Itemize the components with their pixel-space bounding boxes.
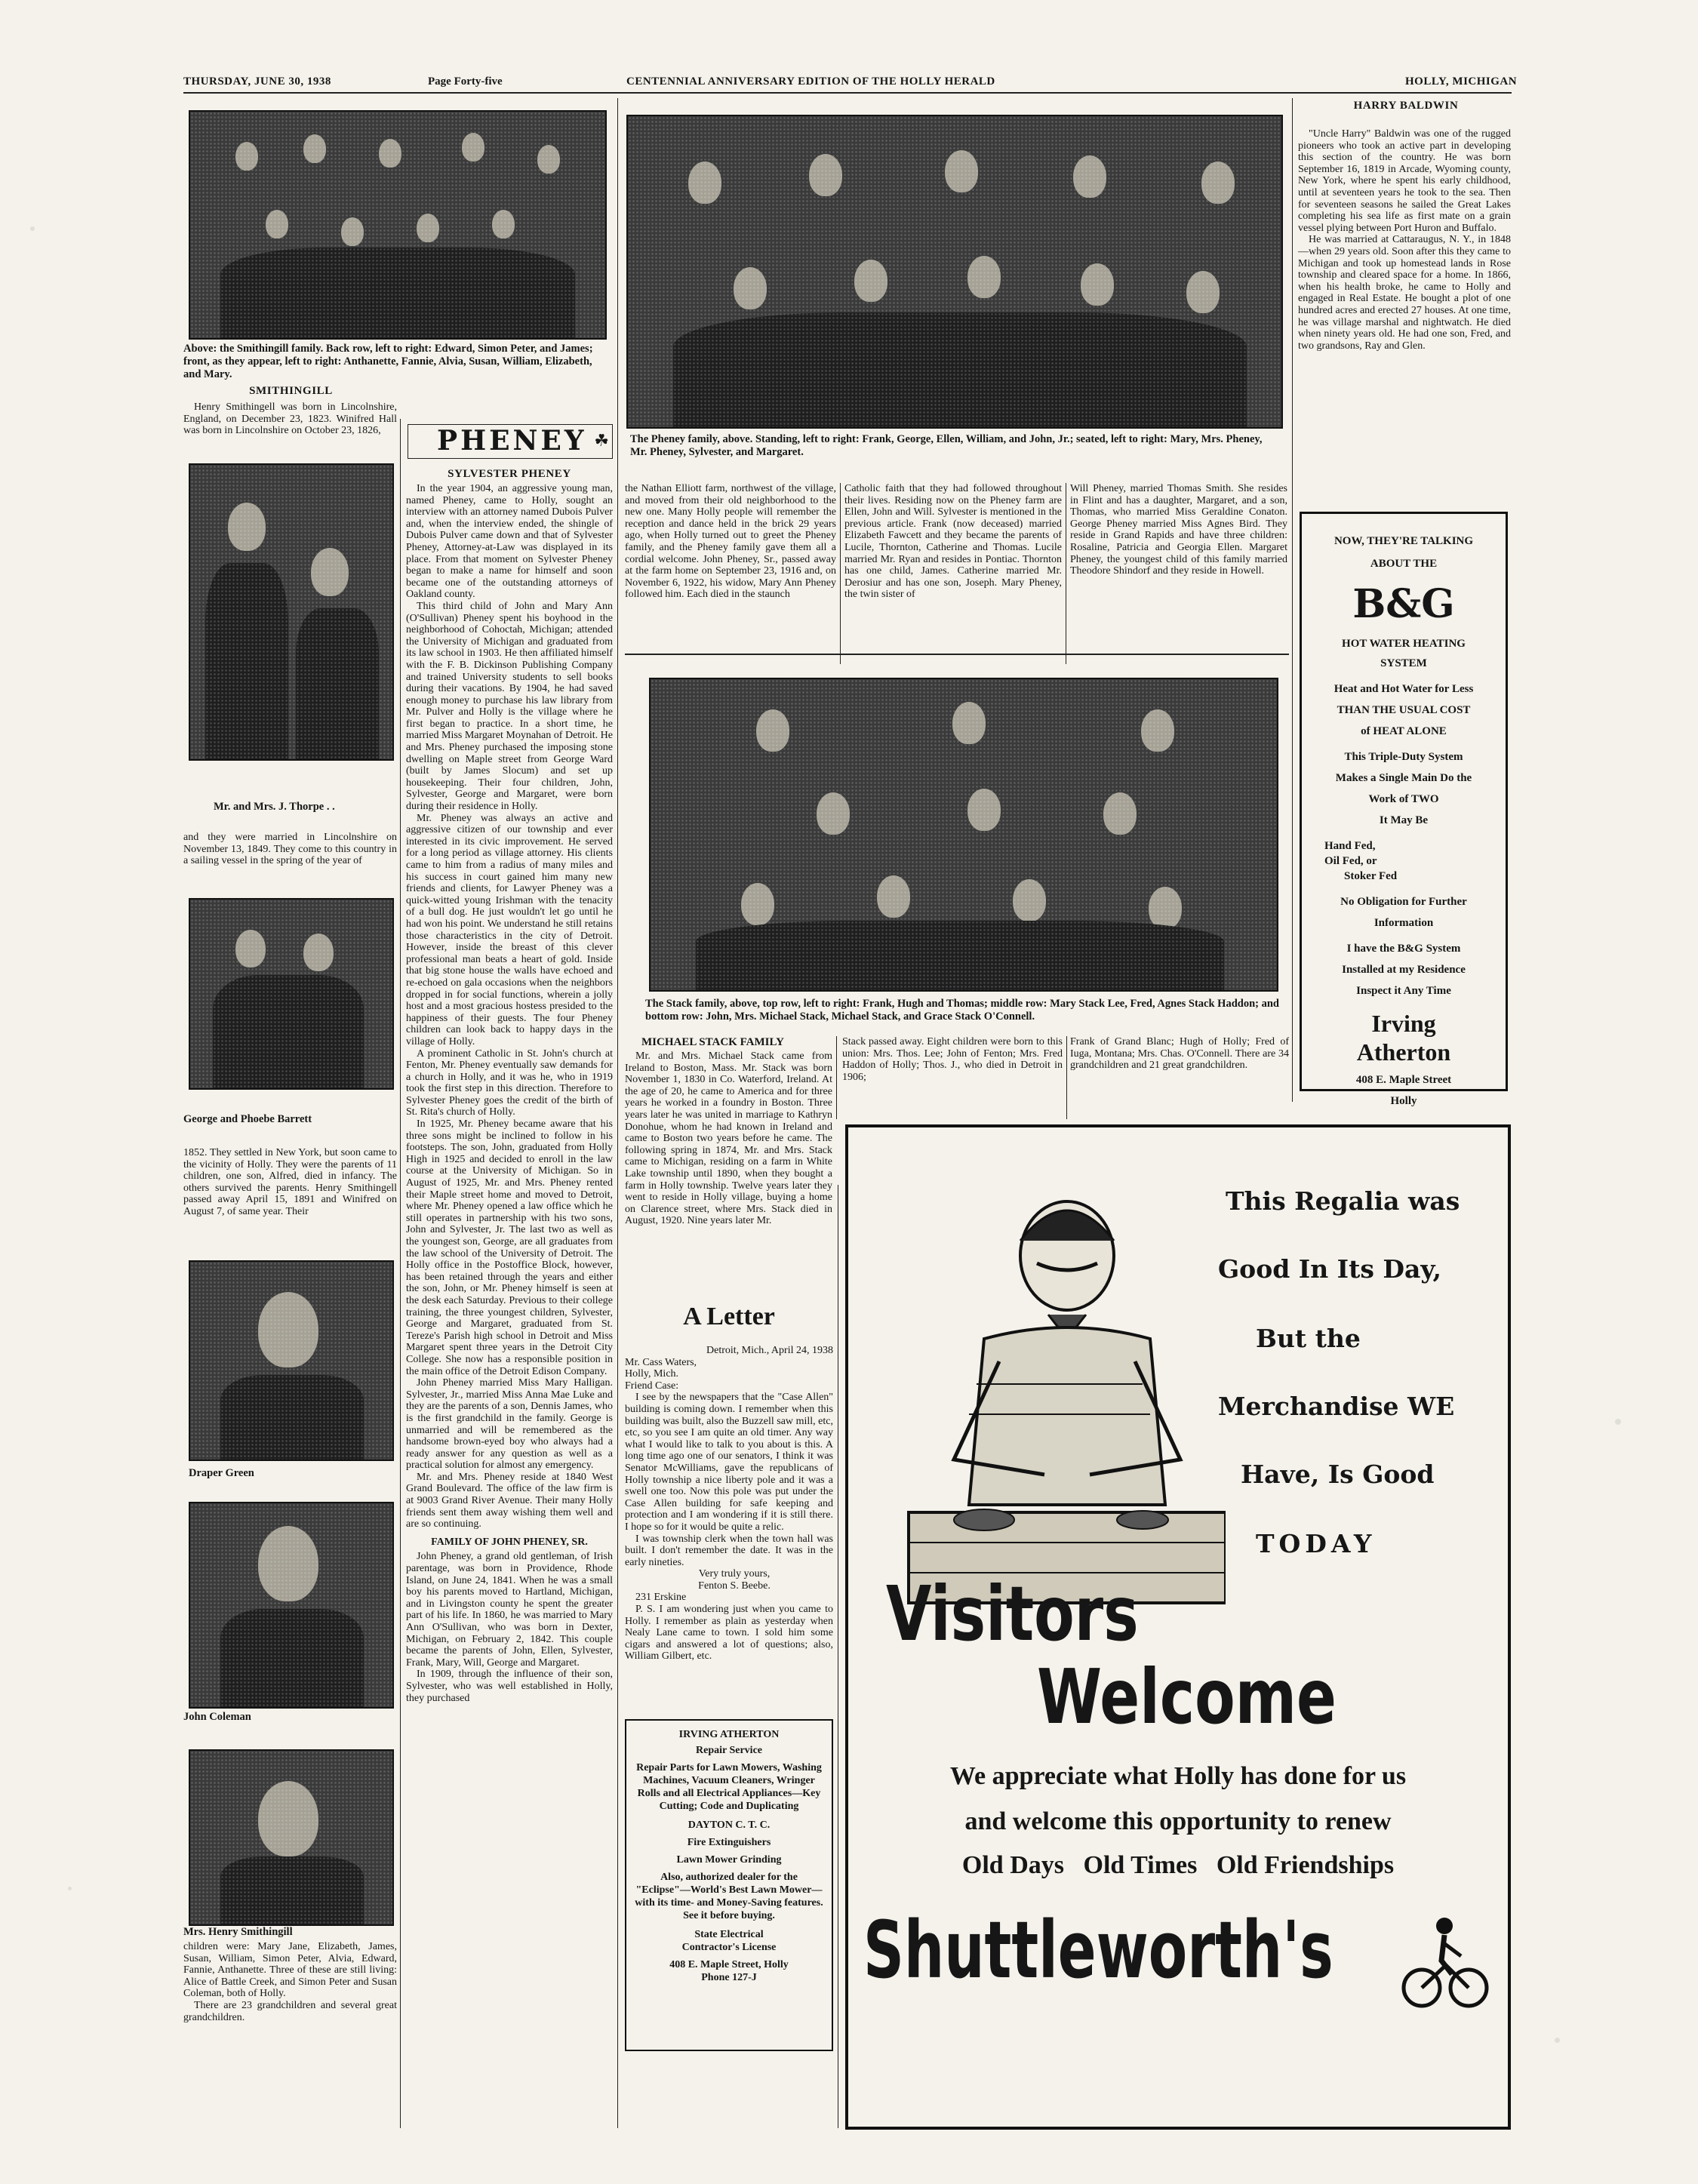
pheney-family-col-3: Catholic faith that they had followed throughout their lives. Residing now on the Pheney farm are Ellen, John and Will. Sylvester is mentioned in the previous article. Frank (now deceased) married Elizabeth Fawcett and they became the parents of Lucile, Thornton, Catherine and Thomas. Lucile married Mr. Ryan and resides in Pontiac. Thornton has one child, James. Catherine married Mr. Derosiur and has one son, Joseph. Mary Pheney, the twin sister of: [844, 483, 1062, 601]
smithingill-heading: SMITHINGILL: [249, 385, 333, 397]
irving-atherton-service-ad: [625, 1719, 833, 2051]
draper-green-photo: [189, 1260, 394, 1461]
clover-icon: ☘: [594, 431, 609, 450]
bg-ad-line-18: Installed at my Residence: [1342, 964, 1466, 976]
section-rule: [625, 654, 1289, 655]
service-ad-license-1: State Electrical: [694, 1929, 764, 1940]
service-ad-fire: Fire Extinguishers: [687, 1837, 771, 1848]
pheney-family-col-4: Will Pheney, married Thomas Smith. She resides in Flint and has a daughter, Margaret, and a son, Thomas, who married Miss Geraldine Conaton. George Pheney married Miss Agnes Bird. They reside in Grand Rapids and have three children: Rosaline, Patricia and Georgia Ellen. Margaret Pheney, the youngest child of this family married Theodore Shindorf and they reside in Howell.: [1070, 483, 1287, 577]
smithingill-text-4: children were: Mary Jane, Elizabeth, James, Susan, William, Simon Peter, Alvia, Edward, Fannie, Anthanette. Three of these are still living: Alice of Battle Creek, and Simon Peter and Susan Coleman, both of Holly. There are 23 grandchildren and several great grandchildren.: [183, 1941, 397, 2023]
regalia-line-3: But the: [1256, 1324, 1361, 1353]
old-days-line: Old Days Old Times Old Friendships: [961, 1851, 1395, 1879]
service-ad-address: 408 E. Maple Street, Holly: [669, 1959, 789, 1970]
smithingill-photo-caption: Above: the Smithingill family. Back row, left to right: Edward, Simon Peter, and James; front, as they appear, left to right: Anthanette, Fannie, Alvia, Susan, William, Elizabeth, and Mary.: [183, 343, 593, 380]
stack-col-3: Frank of Grand Blanc; Hugh of Holly; Fred of Iuga, Montana; Mrs. Chas. O'Connell. There are 34 grandchildren and 21 great grandchildren.: [1070, 1036, 1289, 1072]
service-ad-license-2: Contractor's License: [681, 1942, 777, 1953]
column-divider: [840, 483, 841, 664]
regalia-line-4: Merchandise WE: [1218, 1392, 1455, 1421]
barrett-caption: George and Phoebe Barrett: [183, 1113, 312, 1125]
column-divider: [1292, 98, 1293, 1102]
service-ad-text-2: Also, authorized dealer for the "Eclipse"—World's Best Lawn Mower—with its time- and Money-Saving features. See it before buying.: [635, 1872, 823, 1921]
baldwin-text: "Uncle Harry" Baldwin was one of the rugged pioneers who took an active part in developing this section of the country. He was born September 16, 1819 in Arcade, Wyoming county, New York, where he spent his early childhood, until at seventeen years he took to the sea. Then for seventeen seasons he sailed the Great Lakes completing his sea life as first mate on a grain vessel plying between Port Huron and Buffalo. He was married at Cattaraugus, N. Y., in 1848—when 29 years old. Soon after this they came to Michigan and took up homestead lands in Rose township and cleared space for a home. In 1866, when his health broke, he came to Holly and engaged in Real Estate. He bought a plot of one hundred acres and erected 27 houses. At one time, he was village marshal and nightwatch. He died when ninety years old. He had one son, Fred, and two grandsons, Ray and Glen.: [1298, 128, 1511, 352]
bg-ad-address: 408 E. Maple Street: [1355, 1074, 1452, 1086]
bg-heating-ad: [1300, 512, 1508, 1107]
bg-ad-line-10: Work of TWO: [1368, 793, 1439, 805]
smithingill-text-1: Henry Smithingell was born in Lincolnshire, England, on December 23, 1823. Winifred Hall was born in Lincolnshire on October 23, 1826,: [183, 401, 397, 437]
appreciate-line: We appreciate what Holly has done for us: [949, 1762, 1407, 1790]
bg-ad-line-11: It May Be: [1379, 814, 1429, 826]
bg-ad-line-15: No Obligation for Further: [1340, 896, 1467, 908]
column-divider: [836, 1036, 837, 1119]
smithingill-text-3: 1852. They settled in New York, but soon came to the vicinity of Holly. They were the parents of 11 children, one son, Alfred, died in infancy. The others survived the parents. Henry Smithingell passed away April 15, 1891 and Winifred on August 7, of same year. Their: [183, 1147, 397, 1217]
column-divider: [1066, 1036, 1067, 1119]
bg-ad-line-7: of HEAT ALONE: [1361, 725, 1447, 737]
smithingill-family-photo: [189, 110, 607, 340]
john-coleman-photo: [189, 1502, 394, 1709]
visitors-text: Visitors: [886, 1570, 1139, 1658]
stack-col-2: Stack passed away. Eight children were born to this union: Mrs. Thos. Lee; John of Fenton; Mrs. Fred Haddon of Holly; Thos. J., who died in Detroit in 1906;: [842, 1036, 1063, 1083]
column-divider: [617, 98, 618, 2128]
service-ad-dayton: DAYTON C. T. C.: [688, 1819, 771, 1831]
header-date: THURSDAY, JUNE 30, 1938: [183, 75, 331, 88]
shuttleworth-brand: Shuttleworth's: [863, 1904, 1333, 1996]
bg-ad-line-13: Oil Fed, or: [1324, 855, 1377, 867]
bg-ad-name-2: Atherton: [1356, 1038, 1451, 1066]
regalia-line-1: This Regalia was: [1226, 1186, 1460, 1216]
bg-ad-town: Holly: [1390, 1095, 1417, 1107]
bg-ad-line-6: THAN THE USUAL COST: [1337, 704, 1471, 716]
regalia-line-6: TODAY: [1256, 1529, 1377, 1558]
header-rule: [183, 92, 1512, 94]
stack-heading: MICHAEL STACK FAMILY: [641, 1036, 784, 1048]
smithingill-text-2: and they were married in Lincolnshire on November 13, 1849. They come to this country in a sailing vessel in the spring of the year of: [183, 832, 397, 867]
bg-ad-line-5: Heat and Hot Water for Less: [1333, 683, 1474, 695]
service-ad-phone: Phone 127-J: [701, 1972, 757, 1983]
bg-ad-name-1: Irving: [1371, 1010, 1436, 1037]
draper-green-caption: Draper Green: [189, 1467, 254, 1479]
pheney-masthead-box: [408, 424, 613, 459]
bg-ad-line-14: Stoker Fed: [1344, 870, 1398, 882]
sylvester-pheney-subhead: SYLVESTER PHENEY: [448, 468, 571, 480]
regalia-line-5: Have, Is Good: [1241, 1460, 1435, 1489]
bg-ad-line-2: ABOUT THE: [1370, 558, 1438, 570]
header-page: Page Forty-five: [428, 75, 503, 88]
pheney-masthead: PHENEY: [437, 425, 587, 457]
mrs-smithingill-caption: Mrs. Henry Smithingill: [183, 1926, 293, 1938]
baldwin-heading: HARRY BALDWIN: [1353, 100, 1459, 112]
pheney-family-photo: [626, 115, 1283, 429]
shuttleworth-ad: [845, 1124, 1511, 2130]
letter-text: Detroit, Mich., April 24, 1938 Mr. Cass Waters, Holly, Mich. Friend Case: I see by the newspapers that the "Case Allen" building is coming down. I remember when this building was built, also the Buzzell saw mill, etc, etc, so you see I am quite an old timer. Any way what I would like to talk to you about is this. A long time ago one of our senators, I think it was Senator McWilliams, gave the republicans of Holly township a nice liberty pole and it was a swell one too. Now this pole was put under the Case Allen building for safe keeping and protection and I am wondering if it is still there. I hope so for it would be quite a relic. I was township clerk when the town hall was built. I don't remember the date. It was in the early nineties. Very truly yours, Fenton S. Beebe. 231 Erskine P. S. I am wondering just when you came to Holly. I remember as plain as yesterday when Nealy Lane came to town. I sold him some cigars and answered a lot of questions; also, William Gilbert, etc.: [625, 1345, 833, 1663]
service-ad-name: IRVING ATHERTON: [678, 1729, 780, 1740]
bg-ad-line-9: Makes a Single Main Do the: [1335, 772, 1472, 784]
mrs-smithingill-photo: [189, 1749, 394, 1926]
bicycle-rider-icon: [1399, 1912, 1490, 2010]
header-place: HOLLY, MICHIGAN: [1405, 75, 1518, 88]
bg-ad-line-4: SYSTEM: [1380, 657, 1427, 669]
bg-ad-line-16: Information: [1373, 917, 1434, 929]
stack-photo-caption: The Stack family, above, top row, left to right: Frank, Hugh and Thomas; middle row: Mary Stack Lee, Fred, Agnes Stack Haddon; and bottom row: John, Mrs. Michael Stack, Michael Stack, and Grace Stack O'Connell.: [645, 998, 1279, 1023]
stack-col-1: Mr. and Mrs. Michael Stack came from Ireland to Boston, Mass. Mr. Stack was born November 1, 1830 in Co. Waterford, Ireland. At the age of 20, he came to America and for three years he worked in a foundry in Boston. Three years later he was united in marriage to Kathryn Donohue, whom he had known in Ireland and came to Boston two years before he came. The following spring in 1874, Mr. and Mrs. Stack came to Michigan, residing on a farm in White Lake township until 1890, when they bought a farm in Holly township. Twelve years later they went to reside in Holly village, buying a home on Clarence street, where Mrs. Stack died in August, 1920. Nine years later Mr.: [625, 1050, 832, 1227]
john-coleman-caption: John Coleman: [183, 1711, 251, 1723]
family-john-pheney-heading: FAMILY OF JOHN PHENEY, SR.: [431, 1536, 588, 1548]
bg-ad-line-12: Hand Fed,: [1324, 840, 1376, 852]
bg-logo: B&G: [1352, 581, 1455, 627]
barrett-photo: [189, 898, 394, 1090]
pheney-family-col-2: the Nathan Elliott farm, northwest of the village, and moved from their old neighborhood to the new one. Many Holly people will remember the reception and dance held in the brick 29 years ago, when Holly turned out to greet the Pheney family, and the Pheney family gave them all a cordial welcome. John Pheney, Sr., passed away at the farm home on September 23, 1916 and, on November 6, 1922, his widow, Mary Ann Pheney followed him. Each died in the staunch: [625, 483, 836, 601]
header-edition: CENTENNIAL ANNIVERSARY EDITION OF THE HOLLY HERALD: [626, 75, 995, 88]
bg-ad-line-19: Inspect it Any Time: [1356, 985, 1451, 997]
welcome-text: Welcome: [1037, 1653, 1337, 1741]
column-divider: [400, 419, 401, 2128]
bg-ad-line-8: This Triple-Duty System: [1344, 751, 1463, 763]
thorpe-caption: Mr. and Mrs. J. Thorpe . .: [214, 801, 335, 813]
pheney-photo-caption: The Pheney family, above. Standing, left to right: Frank, George, Ellen, William, and John, Jr.; seated, left to right: Mary, Mrs. Pheney, Mr. Pheney, Sylvester, and Margaret.: [630, 433, 1263, 458]
sylvester-pheney-text: In the year 1904, an aggressive young man, named Pheney, came to Holly, sought an interview with an attorney named Dubois Pulver and, when the interview ended, the shingle of Dubois Pulver came down and that of Sylvester Pheney, Attorney-at-Law was displayed in its place. From that moment on Sylvester Pheney began to make a name for himself and soon became one of the outstanding attorneys of Oakland county. This third child of John and Mary Ann (O'Sullivan) Pheney spent his boyhood in the neighborhood of Cohoctah, Michigan; attended the University of Michigan and graduated from its law school in 1903. He then affiliated himself with the F. B. Dickinson Publishing Company and trained University students to sell books during their vacations. By 1904, he had saved enough money to purchase his law library from Mr. Pulver and Holly is the village where he first began to practice. In a short time, he married Miss Margaret Moynahan of Detroit. He and Mrs. Pheney purchased the imposing stone dwelling on Maple street from George Ward (built by James Slocum) and set up housekeeping. Their four children, John, Sylvester, George and Margaret, were born during their residence in Holly. Mr. Pheney was always an active and aggressive citizen of our township and ever interested in its civic improvement. He served for a long period as village attorney. His clients came to him from a radius of many miles and his success in court gained him many new friends and clients, for Lawyer Pheney was a quick-witted young Irishman with the tenacity of a bull dog. He just wouldn't let go until he had won his point. We understand he still retains those characteristics in the city of Detroit. However, inside the breast of this clever professional man beats a heart of gold. Inside that big stone house the walls have echoed and re-echoed on gala occasions when the neighbors dropped in for social functions, wherein a jolly host and a most gracious hostess presided to the happiness of their guests. The four Pheney children can look back to happy days in the village of Holly. A prominent Catholic in St. John's church at Fenton, Mr. Pheney eventually saw demands for a church in Holly, and it was he, who in 1919 took the first step in this direction. Therefore to Sylvester Pheney goes the credit of the birth of St. Rita's church of Holly. In 1925, Mr. Pheney became aware that his three sons might be inclined to follow in his footsteps. The son, John, graduated from Holly High in 1925 and decided to enroll in the law course at the University of Michigan. So in August of 1925, Mr. and Mrs. Pheney rented their Maple street home and moved to Detroit, where Mr. Pheney opened a law office which he still operates in partnership with his two sons, John and Sylvester, Jr. The last two as well as the youngest son, George, are all graduates from the law school of the University of Detroit. The Holly office in the Postoffice Block, however, has been retained through the years and either the son, John, or Mr. Pheney himself is seen at the desk each Saturday. Previous to their college training, the three youngest children, Sylvester, George and Margaret, graduated from St. Tereze's Parish high school in Detroit and Miss Margaret spent three years in the Detroit City College. She now has a responsible position in the main office of the Detroit Edison Company. John Pheney married Miss Mary Halligan. Sylvester, Jr., married Miss Anna Mae Luke and they are the parents of a son, Dennis James, who is the first grandchild in the family. George is unmarried and will be remembered as the handsome brown-eyed boy who always had a ready answer for any question as well as a practical solution for almost any emergency. Mr. and Mrs. Pheney reside at 1840 West Grand Boulevard. The office of the law firm is at 9003 Grand River Avenue. Their many Holly friends sent them away wishing them well and are so continuing. FAMILY OF JOHN PHENEY, SR. John Pheney, a grand old gentleman, of Irish parentage, was born in Providence, Rhode Island, on June 24, 1841. When he was a small boy his parents moved to Hartland, Michigan, and in Livingston county he spent the greater part of his life. In 1860, he was married to Mary Ann O'Sullivan, who was born in Dexter, Michigan, on February 2, 1842. This couple became the parents of John, Ellen, Sylvester, Frank, Mary, Will, George and Margaret. In 1909, through the influence of their son, Sylvester, who was well established in Holly, they purchased: [406, 483, 613, 1704]
bg-ad-line-3: HOT WATER HEATING: [1342, 638, 1466, 650]
renew-line: and welcome this opportunity to renew: [964, 1807, 1392, 1835]
stack-family-photo: [649, 678, 1278, 992]
service-ad-mower: Lawn Mower Grinding: [676, 1854, 782, 1866]
bg-ad-line-17: I have the B&G System: [1346, 943, 1461, 955]
regalia-line-2: Good In Its Day,: [1218, 1254, 1441, 1284]
letter-title: A Letter: [683, 1303, 775, 1330]
service-ad-sub: Repair Service: [696, 1745, 762, 1756]
service-ad-text-1: Repair Parts for Lawn Mowers, Washing Machines, Vacuum Cleaners, Wringer Rolls and all Electrical Appliances—Key Cutting; Code and Duplicating: [636, 1762, 822, 1812]
bg-ad-line-1: NOW, THEY'RE TALKING: [1333, 535, 1474, 547]
thorpe-photo: [189, 463, 394, 761]
